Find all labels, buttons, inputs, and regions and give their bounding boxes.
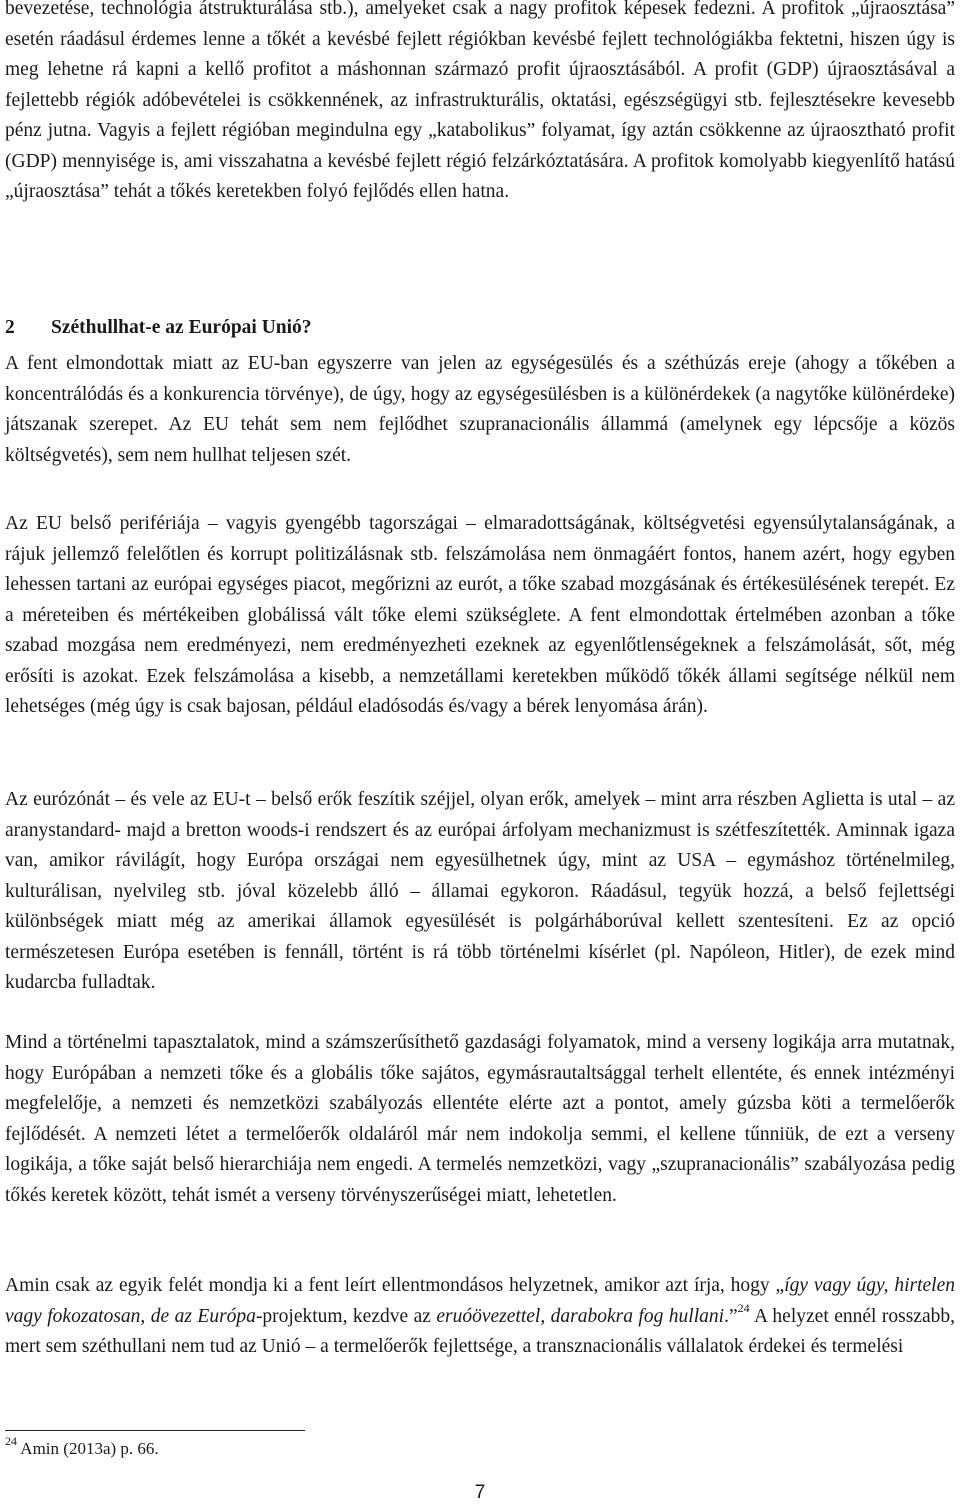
footnote-text: Amin (2013a) p. 66. — [17, 1439, 159, 1458]
page-number: 7 — [474, 1482, 486, 1503]
section-heading — [5, 314, 312, 342]
footnote-divider — [5, 1430, 305, 1431]
paragraph-6-text-d: A helyzet ennél rosszabb, mert sem széthullani nem tud az Unió – a termelőerők fejlettsége, a transznacionális vállalatok érdekei és termelési — [5, 1305, 955, 1357]
body-paragraph-1: bevezetése, technológia átstrukturálása stb.), amelyeket csak a nagy profitok képesek fedezni. A profitok „újraosztása” esetén ráadásul érdemes lenne a tőkét a kevésbé fejlett régiókban kevésbé fejlett technológiákba fektetni, hiszen úgy is meg lehetne rá kapni a kellő profitot a máshonnan származó profit újraosztásából. A profit (GDP) újraosztásával a fejlettebb régiók adóbevételei is csökkennének, az infrastrukturális, oktatási, egészségügyi stb. fejlesztésekre kevesebb pénz jutna. Vagyis a fejlett régióban megindulna egy „katabolikus” folyamat, így aztán csökkenne az újraosztható profit (GDP) mennyisége is, ami visszahatna a kevésbé fejlett régió felzárkóztatására. A profitok komolyabb kiegyenlítő hatású „újraosztása” tehát a tőkés keretekben folyó fejlődés ellen hatna. — [5, 0, 955, 202]
body-paragraph-6 — [5, 1271, 955, 1363]
footnote-number: 24 — [5, 1434, 17, 1449]
body-paragraph-5: Mind a történelmi tapasztalatok, mind a számszerűsíthető gazdasági folyamatok, mind a verseny logikája arra mutatnak, hogy Európában a nemzeti tőke és a globális tőke sajátos, egymásrautaltsággal terhelt ellentéte, és ennek intézményi megfelelője, a nemzeti és nemzetközi szabályozás ellentéte elérte azt a pontot, amely gúzsba köti a termelőerők fejlődését. A nemzeti létet a termelőerők oldaláról már nem indokolja semmi, el kellene tűnniük, de ezt a verseny logikája, a tőke saját belső hierarchiája nem engedi. A termelés nemzetközi, vagy „szupranacionális” szabályozása pedig tőkés keretek között, tehát ismét a verseny törvényszerűségei miatt, lehetetlen. — [5, 1032, 955, 1206]
paragraph-6-quote-a: így vagy úgy, hirtelen vagy fokozatosan, de az Európa — [5, 1275, 955, 1327]
paragraph-6-text-c: .” — [724, 1305, 738, 1327]
body-paragraph-3: Az EU belső perifériája – vagyis gyengébb tagországai – elmaradottságának, költségvetési egyensúlytalanságának, a rájuk jellemző felelőtlen és korrupt politizálásnak stb. felszámolása nem önmagáért fontos, hanem azért, hogy egyben lehessen tartani az európai egységes piacot, megőrizni az eurót, a tőke szabad mozgásának és értékesülésének terepét. Ez a méreteiben és mértékeiben globálissá vált tőke elemi szükséglete. A fent elmondottak értelmében azonban a tőke szabad mozgása nem eredményezi, nem eredményezheti ezeknek az egyenlőtlenségeknek a felszámolását, sőt, még erősíti is azokat. Ezek felszámolása a kisebb, a nemzetállami keretekben működő tőkék állami segítsége nélkül nem lehetséges (még úgy is csak bajosan, például eladósodás és/vagy a bérek lenyomása árán). — [5, 513, 955, 717]
section-title: Széthullhat-e az Európai Unió? — [51, 317, 312, 338]
paragraph-6-text-a: Amin csak az egyik felét mondja ki a fent leírt ellentmondásos helyzetnek, amikor azt írja, hogy „ — [5, 1275, 785, 1296]
paragraph-6-quote-b: eruóövezettel, darabokra fog hullani — [436, 1305, 725, 1327]
section-number: 2 — [5, 317, 15, 338]
paragraph-6-text-b: -projektum, kezdve az — [255, 1305, 437, 1327]
body-paragraph-4: Az eurózónát – és vele az EU-t – belső erők feszítik széjjel, olyan erők, amelyek – mint arra részben Aglietta is utal – az aranystandard- majd a bretton woods-i rendszert és az európai árfolyam mechanizmust is szétfeszítették. Aminnak igaza van, amikor rávilágít, hogy Európa országai nem egyesülhetnek úgy, mint az USA – egymáshoz történelmileg, kulturálisan, nyelvileg stb. jóval közelebb álló – államai egykoron. Ráadásul, tegyük hozzá, a belső fejlettségi különbségek miatt még az amerikai államok egyesülését is polgárháborúval kellett szentesíteni. Ez az opció természetesen Európa esetében is fennáll, történt is rá több történelmi kísérlet (pl. Napóleon, Hitler), de ezek mind kudarcba fulladtak. — [5, 789, 955, 993]
body-paragraph-2: A fent elmondottak miatt az EU-ban egyszerre van jelen az egységesülés és a széthúzás ereje (ahogy a tőkében a koncentrálódás és a konkurencia törvénye), de úgy, hogy az egységesülésben is a különérdekek (a nagytőke különérdeke) játszanak szerepet. Az EU tehát sem nem fejlődhet szupranacionális állammá (amelynek egy lépcsője a közös költségvetés), sem nem hullhat teljesen szét. — [5, 353, 955, 466]
footnote-reference[interactable]: 24 — [737, 1301, 750, 1315]
footnote — [5, 1434, 159, 1461]
